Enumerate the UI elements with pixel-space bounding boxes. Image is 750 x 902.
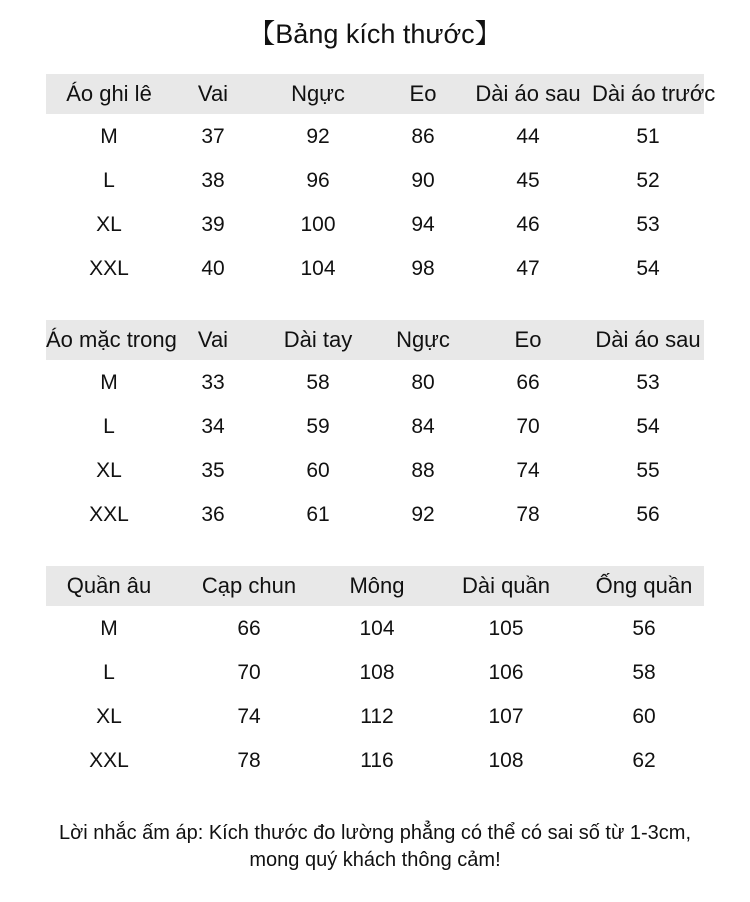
table-cell: 46: [516, 213, 540, 236]
measurement-note: [0, 820, 750, 874]
header-cell: Ống quần: [595, 573, 693, 598]
table-cell: XXL: [89, 503, 129, 526]
header-cell: Mông: [349, 573, 405, 598]
header-cell: Cạp chun: [201, 573, 297, 598]
table-cell: XXL: [89, 749, 129, 772]
table-cell: 105: [488, 617, 524, 640]
table-row: [46, 607, 704, 651]
table-cell: 52: [636, 169, 660, 192]
table-row: [46, 115, 704, 159]
table-cell: 74: [516, 459, 540, 482]
table-cell: 108: [488, 749, 524, 772]
table-cell: 96: [306, 169, 330, 192]
shirt-size-table: [46, 320, 704, 537]
table-cell: XXL: [89, 257, 129, 280]
page-title: 【Bảng kích thước】: [248, 19, 502, 49]
table-cell: 58: [632, 661, 656, 684]
table-row: [46, 739, 704, 783]
table-cell: 74: [237, 705, 261, 728]
table-cell: 106: [488, 661, 524, 684]
table-row: [46, 159, 704, 203]
table-cell: M: [100, 617, 118, 640]
table-cell: 78: [516, 503, 540, 526]
table-cell: 104: [359, 617, 395, 640]
header-cell: Eo: [409, 81, 437, 106]
table-cell: 88: [411, 459, 435, 482]
table-cell: 92: [411, 503, 435, 526]
table-cell: XL: [96, 213, 122, 236]
table-cell: 61: [306, 503, 330, 526]
header-cell: Dài quần: [461, 573, 551, 598]
table-cell: 39: [201, 213, 225, 236]
table-cell: 56: [632, 617, 656, 640]
table-cell: 53: [636, 371, 660, 394]
header-cell: Dài áo sau: [595, 327, 701, 352]
table-cell: M: [100, 125, 118, 148]
table-cell: 35: [201, 459, 225, 482]
table-cell: 78: [237, 749, 261, 772]
table-row: [46, 493, 704, 537]
table-cell: 37: [201, 125, 225, 148]
table-row: [46, 405, 704, 449]
table-cell: M: [100, 371, 118, 394]
table-cell: 33: [201, 371, 225, 394]
table-cell: XL: [96, 459, 122, 482]
header-cell: Dài áo trước: [592, 81, 716, 106]
table-cell: 36: [201, 503, 225, 526]
table-cell: 51: [636, 125, 660, 148]
table-cell: 98: [411, 257, 435, 280]
table-cell: 70: [237, 661, 261, 684]
table-header-row: [46, 320, 704, 360]
table-header-row: [46, 74, 716, 114]
header-cell: Ngực: [396, 327, 450, 352]
table-cell: 59: [306, 415, 330, 438]
header-cell: Quần âu: [66, 573, 152, 598]
table-cell: 116: [360, 749, 394, 772]
table-cell: 54: [636, 415, 660, 438]
table-cell: 100: [300, 213, 336, 236]
table-row: [46, 361, 704, 405]
table-cell: 66: [237, 617, 261, 640]
table-cell: XL: [96, 705, 122, 728]
header-cell: Áo ghi lê: [66, 81, 152, 106]
table-cell: 44: [516, 125, 540, 148]
table-row: [46, 449, 704, 493]
table-cell: 34: [201, 415, 225, 438]
table-cell: 62: [632, 749, 656, 772]
table-cell: 70: [516, 415, 540, 438]
table-cell: 108: [359, 661, 395, 684]
table-row: [46, 247, 704, 291]
table-row: [46, 695, 704, 739]
table-cell: 45: [516, 169, 540, 192]
table-cell: 94: [411, 213, 435, 236]
table-cell: 90: [411, 169, 435, 192]
table-cell: 84: [411, 415, 435, 438]
table-cell: 80: [411, 371, 435, 394]
table-cell: 86: [411, 125, 435, 148]
note-line: mong quý khách thông cảm!: [249, 849, 501, 871]
table-cell: 56: [636, 503, 660, 526]
header-cell: Vai: [197, 327, 229, 352]
table-cell: 55: [636, 459, 660, 482]
table-cell: L: [103, 661, 115, 684]
table-cell: 38: [201, 169, 225, 192]
table-cell: 58: [306, 371, 330, 394]
header-cell: Áo mặc trong: [46, 327, 177, 352]
note-line: Lời nhắc ấm áp: Kích thước đo lường phẳng có thể có sai số từ 1-3cm,: [58, 822, 692, 844]
table-cell: 60: [306, 459, 330, 482]
table-cell: 66: [516, 371, 540, 394]
table-cell: 104: [300, 257, 336, 280]
table-cell: 112: [360, 705, 394, 728]
table-row: [46, 651, 704, 695]
table-cell: 92: [306, 125, 330, 148]
table-cell: L: [103, 415, 115, 438]
table-header-row: [46, 566, 704, 606]
vest-size-table: [46, 74, 716, 291]
table-cell: 40: [201, 257, 225, 280]
trousers-size-table: [46, 566, 704, 783]
table-row: [46, 203, 704, 247]
table-cell: 107: [488, 705, 524, 728]
header-cell: Vai: [197, 81, 229, 106]
header-cell: Ngực: [291, 81, 345, 106]
table-cell: L: [103, 169, 115, 192]
header-cell: Eo: [514, 327, 542, 352]
table-cell: 54: [636, 257, 660, 280]
table-cell: 47: [516, 257, 540, 280]
table-cell: 60: [632, 705, 656, 728]
table-cell: 53: [636, 213, 660, 236]
header-cell: Dài tay: [283, 327, 353, 352]
header-cell: Dài áo sau: [475, 81, 581, 106]
